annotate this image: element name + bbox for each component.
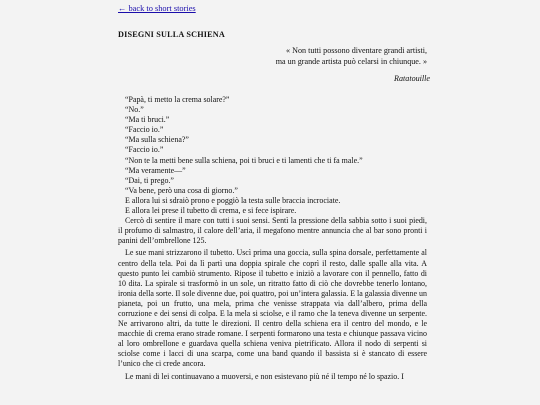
dialogue-line: “Ma sulla schiena?” <box>125 135 189 145</box>
story-paragraph: Le mani di lei continuavano a muoversi, e non esistevano più né il tempo né lo spazio. I <box>125 371 404 381</box>
dialogue-line: “Ma ti bruci.” <box>125 115 170 125</box>
dialogue-line: “Faccio io.” <box>125 125 164 135</box>
story-body <box>118 95 427 382</box>
back-to-short-stories-link[interactable]: ← back to short stories <box>118 4 196 13</box>
story-paragraph: Le sue mani strizzarono il tubetto. Uscì prima una goccia, sulla spina dorsale, perfettamente al centro della tela. Poi da lì partì una doppia spirale che coprì il resto, dalle spalle alla vita. A questo punto lei cambiò strumento. Ripose il tubetto e iniziò a lavorare con il pennello, fatto di 10 dita. La spirale si trasformò in un sole, un ritratto fatto di ciò che dovrebbe tenerlo lontano, ironia della sorte. Il sole divenne due, poi quattro, poi un’intera galassia. E la galassia divenne un pianeta, poi un frutto, una mela, prima che venisse strappata via dall’albero, prima della corruzione e dei sensi di colpa. E la mela si sciolse, e il ramo che la teneva divenne un serpente. Ne arrivarono altri, da tutte le direzioni. Il centro della schiena era il centro del mondo, e le macchie di crema erano strade romane. I serpenti formarono una testa e chiunque passava vicino al loro ombrellone e guardava quella schiena veniva pietrificato. Allora il nodo di serpenti si sciolse come i lacci di una scarpa, come una band quando il bassista si è stancato di essere l’unico che ci crede ancora. <box>118 248 427 369</box>
dialogue-line: “Non te la metti bene sulla schiena, poi ti bruci e ti lamenti che ti fa male.” <box>125 155 363 165</box>
epigraph-line-2: ma un grande artista può celarsi in chiunque. » <box>275 56 427 66</box>
narration-line: E allora lei prese il tubetto di crema, e si fece ispirare. <box>125 206 297 216</box>
epigraph <box>207 46 427 67</box>
story-title: DISEGNI SULLA SCHIENA <box>118 30 226 39</box>
epigraph-line-1: « Non tutti possono diventare grandi artisti, <box>286 46 427 55</box>
dialogue-line: “Va bene, però una cosa di giorno.” <box>125 185 238 195</box>
dialogue-line: “Dai, ti prego.” <box>125 175 174 185</box>
narration-line: E allora lui si sdraiò prono e poggiò la testa sulle braccia incrociate. <box>125 195 341 205</box>
dialogue-line: “Ma veramente—” <box>125 165 186 175</box>
dialogue-line: “No.” <box>125 105 144 115</box>
epigraph-author: Ratatouille <box>394 74 430 83</box>
dialogue-line: “Papà, ti metto la crema solare?” <box>125 95 230 104</box>
story-paragraph: Cercò di sentire il mare con tutti i suoi sensi. Sentì la pressione della sabbia sotto i suoi piedi, il profumo di salmastro, il calore dell’aria, il megafono mentre annuncia che al bar sono pronti i panini dell’ombrellone 125. <box>118 216 427 246</box>
dialogue-line: “Faccio io.” <box>125 145 164 155</box>
